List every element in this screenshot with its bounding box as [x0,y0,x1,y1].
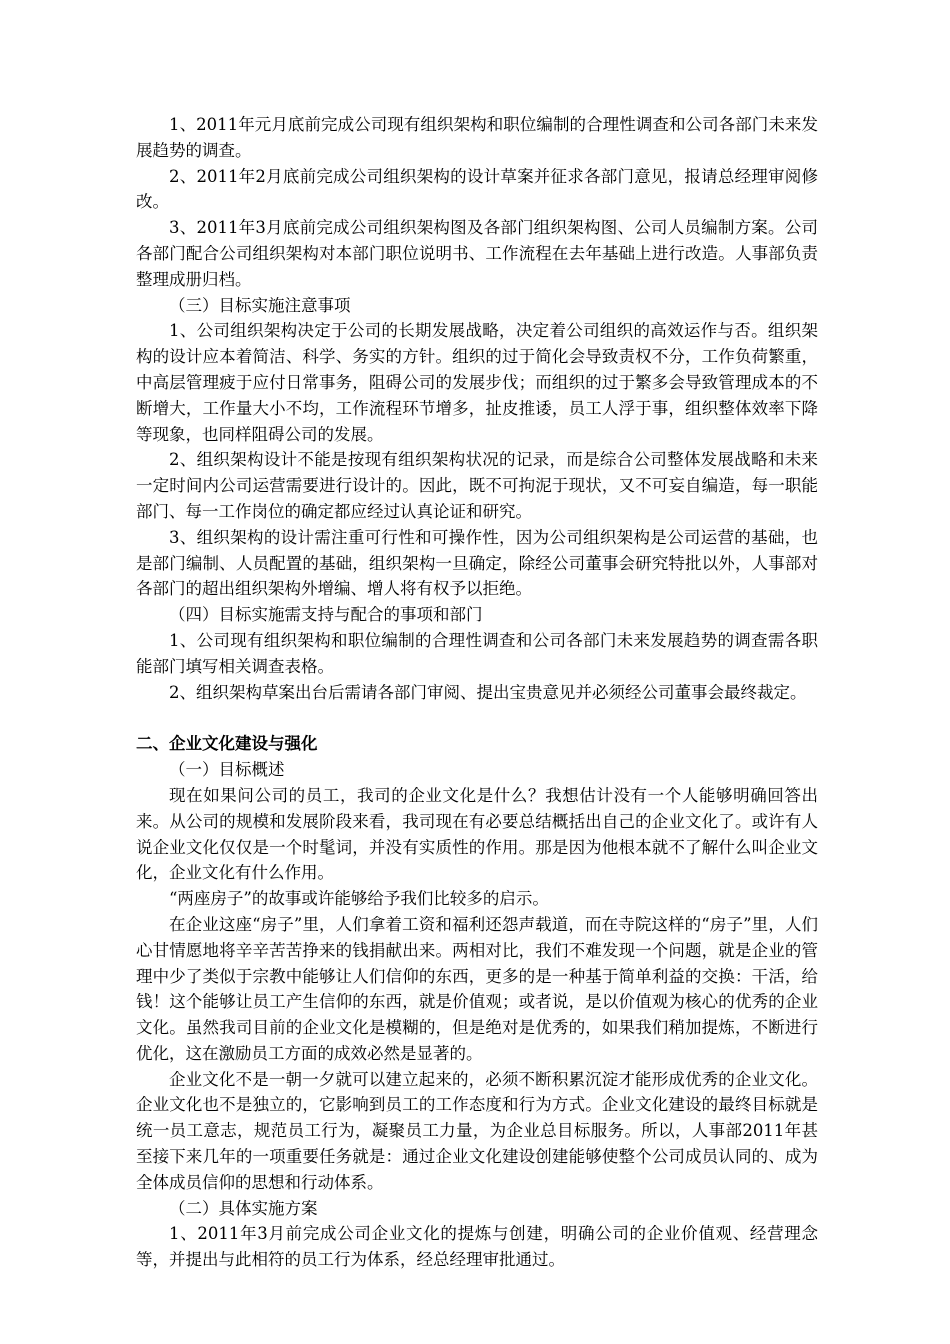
paragraph-overview-3: 在企业这座“房子”里，人们拿着工资和福利还怨声载道，而在寺院这样的“房子”里，人们心甘情愿地将辛辛苦苦挣来的钱捐献出来。两相对比，我们不难发现一个问题，就是企业的管理中少了类似于宗教中能够让人们信仰的东西，更多的是一种基于简单利益的交换：干活，给钱！这个能够让员工产生信仰的东西，就是价值观；或者说，是以价值观为核心的优秀的企业文化。虽然我司目前的企业文化是模糊的，但是绝对是优秀的，如果我们稍加提炼，不断进行优化，这在激励员工方面的成效必然是显著的。 [136,914,818,1063]
section-heading-culture: 二、企业文化建设与强化 [136,734,318,754]
subheading-notes: （三）目标实施注意事项 [169,295,351,315]
paragraph-note-2: 2、组织架构设计不能是按现有组织架构状况的记录，而是综合公司整体发展战略和未来一定时间内公司运营需要进行设计的。因此，既不可拘泥于现状，又不可妄自编造，每一职能部门、每一工作岗位的确定都应经过认真论证和研究。 [136,450,818,521]
section-gap [136,705,818,731]
paragraph-overview-4: 企业文化不是一朝一夕就可以建立起来的，必须不断积累沉淀才能形成优秀的企业文化。企业文化也不是独立的，它影响到员工的工作态度和行为方式。企业文化建设的最终目标就是统一员工意志，规范员工行为，凝聚员工力量，为企业总目标服务。所以，人事部2011年甚至接下来几年的一项重要任务就是：通过企业文化建设创建能够使整个公司成员认同的、成为全体成员信仰的思想和行动体系。 [136,1069,818,1192]
subheading-overview: （一）目标概述 [169,760,285,780]
paragraph-note-1: 1、公司组织架构决定于公司的长期发展战略，决定着公司组织的高效运作与否。组织架构的设计应本着简洁、科学、务实的方针。组织的过于简化会导致责权不分，工作负荷繁重，中高层管理疲于应付日常事务，阻碍公司的发展步伐；而组织的过于繁多会导致管理成本的不断增大，工作量大小不均，工作流程环节增多，扯皮推诿，员工人浮于事，组织整体效率下降等现象，也同样阻碍公司的发展。 [136,321,818,444]
paragraph-overview-1: 现在如果问公司的员工，我司的企业文化是什么？我想估计没有一个人能够明确回答出来。从公司的规模和发展阶段来看，我司现在有必要总结概括出自己的企业文化了。或许有人说企业文化仅仅是一个时髦词，并没有实质性的作用。那是因为他根本就不了解什么叫企业文化，企业文化有什么作用。 [136,785,818,883]
paragraph-org-step-1: 1、2011年元月底前完成公司现有组织架构和职位编制的合理性调查和公司各部门未来发展趋势的调查。 [136,115,818,160]
paragraph-plan-1: 1、2011年3月前完成公司企业文化的提炼与创建，明确公司的企业价值观、经营理念等，并提出与此相符的员工行为体系，经总经理审批通过。 [136,1224,818,1270]
paragraph-note-3: 3、组织架构的设计需注重可行性和可操作性，因为公司组织架构是公司运营的基础，也是部门编制、人员配置的基础，组织架构一旦确定，除经公司董事会研究特批以外，人事部对各部门的超出组织架构外增编、增人将有权予以拒绝。 [136,527,818,599]
paragraph-overview-2: “两座房子”的故事或许能够给予我们比较多的启示。 [169,889,549,909]
paragraph-org-step-3: 3、2011年3月底前完成公司组织架构图及各部门组织架构图、公司人员编制方案。公司各部门配合公司组织架构对本部门职位说明书、工作流程在去年基础上进行改造。人事部负责整理成册归档。 [136,218,818,289]
subheading-support: （四）目标实施需支持与配合的事项和部门 [169,605,483,625]
paragraph-org-step-2: 2、2011年2月底前完成公司组织架构的设计草案并征求各部门意见，报请总经理审阅修改。 [136,166,818,212]
paragraph-support-1: 1、公司现有组织架构和职位编制的合理性调查和公司各部门未来发展趋势的调查需各职能部门填写相关调查表格。 [136,630,818,676]
paragraph-support-2: 2、组织架构草案出台后需请各部门审阅、提出宝贵意见并必须经公司董事会最终裁定。 [169,682,807,702]
subheading-plan: （二）具体实施方案 [169,1198,318,1218]
document-page [136,112,818,1273]
